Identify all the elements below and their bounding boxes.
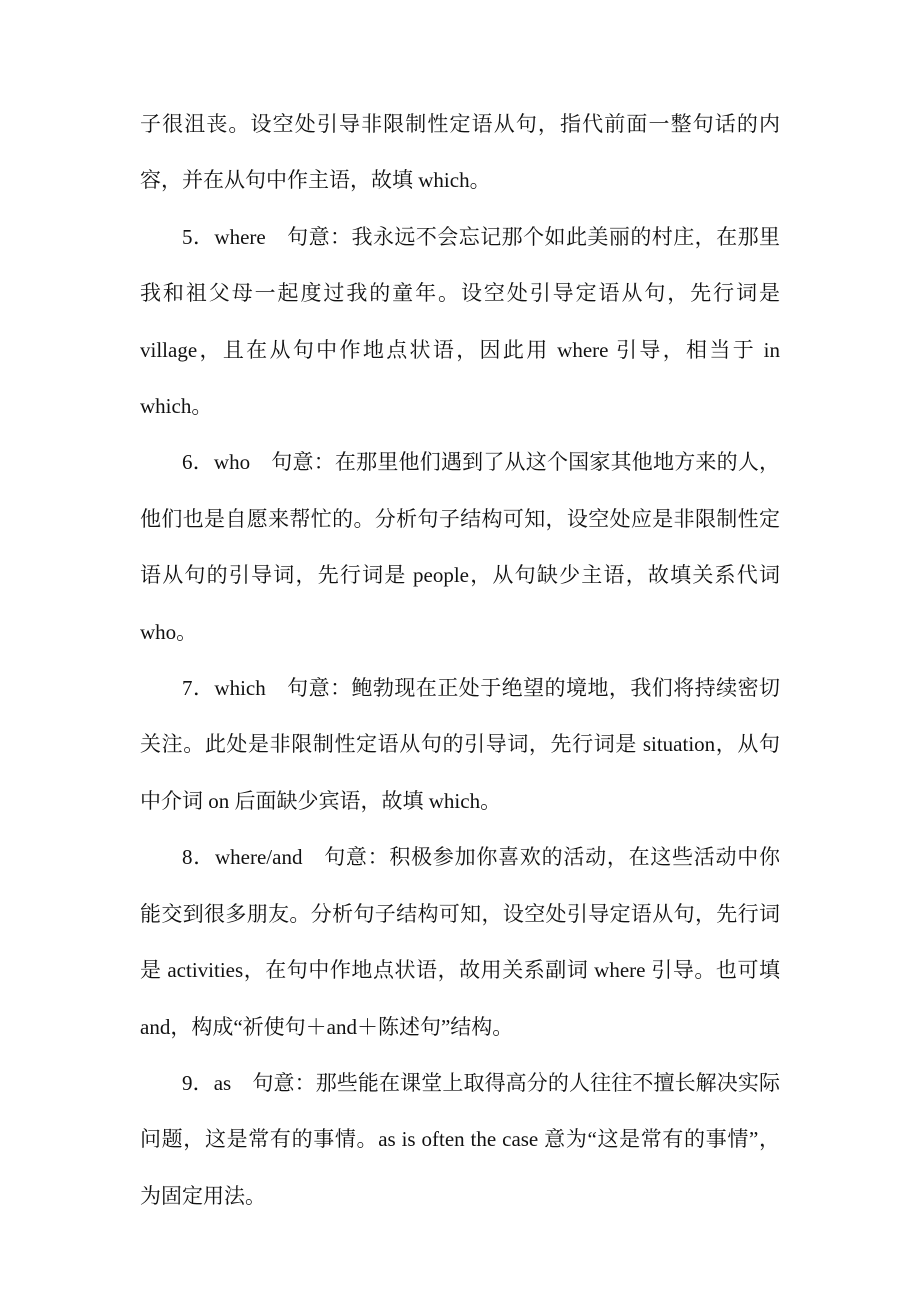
answer-paragraph-8	[140, 829, 780, 1055]
answer-paragraph-7	[140, 660, 780, 829]
paragraph-text: 子很沮丧。设空处引导非限制性定语从句，指代前面一整句话的内容，并在从句中作主语，故填 which。	[140, 112, 780, 193]
item-number: 9．	[182, 1070, 214, 1095]
item-number: 7．	[182, 676, 215, 701]
paragraph-continuation	[140, 96, 780, 209]
item-number: 5．	[182, 224, 215, 249]
meaning-label: 句意：	[286, 224, 352, 249]
answer-word: who	[213, 450, 251, 475]
meaning-label: 句意：	[286, 676, 352, 701]
answer-paragraph-5	[140, 209, 780, 435]
answer-paragraph-9	[140, 1055, 780, 1224]
explanation-text: 我永远不会忘记那个如此美丽的村庄，在那里我和祖父母一起度过我的童年。设空处引导定语从句，先行词是 village，且在从句中作地点状语，因此用 where 引导，相当于 in which。	[140, 224, 781, 419]
document-page	[140, 96, 780, 1224]
item-number: 6．	[182, 450, 214, 475]
meaning-label: 句意：	[252, 1070, 316, 1095]
answer-paragraph-6	[140, 434, 780, 660]
item-number: 8．	[182, 845, 215, 870]
answer-word: which	[214, 676, 266, 701]
answer-word: where/and	[214, 845, 303, 870]
meaning-label: 句意：	[323, 845, 390, 870]
explanation-text: 积极参加你喜欢的活动，在这些活动中你能交到很多朋友。分析句子结构可知，设空处引导定语从句，先行词是 activities，在句中作地点状语，故用关系副词 where 引导。也可填 and，构成“祈使句＋and＋陈述句”结构。	[140, 845, 781, 1039]
explanation-text: 在那里他们遇到了从这个国家其他地方来的人，他们也是自愿来帮忙的。分析句子结构可知，设空处应是非限制性定语从句的引导词，先行词是 people，从句缺少主语，故填关系代词 who。	[140, 450, 781, 644]
meaning-label: 句意：	[271, 450, 335, 475]
explanation-text: 鲍勃现在正处于绝望的境地，我们将持续密切关注。此处是非限制性定语从句的引导词，先行词是 situation，从句中介词 on 后面缺少宾语，故填 which。	[140, 676, 781, 813]
explanation-text: 那些能在课堂上取得高分的人往往不擅长解决实际问题，这是常有的事情。as is often the case 意为“这是常有的事情”，为固定用法。	[140, 1070, 781, 1208]
answer-word: where	[214, 224, 266, 249]
answer-word: as	[213, 1070, 232, 1095]
